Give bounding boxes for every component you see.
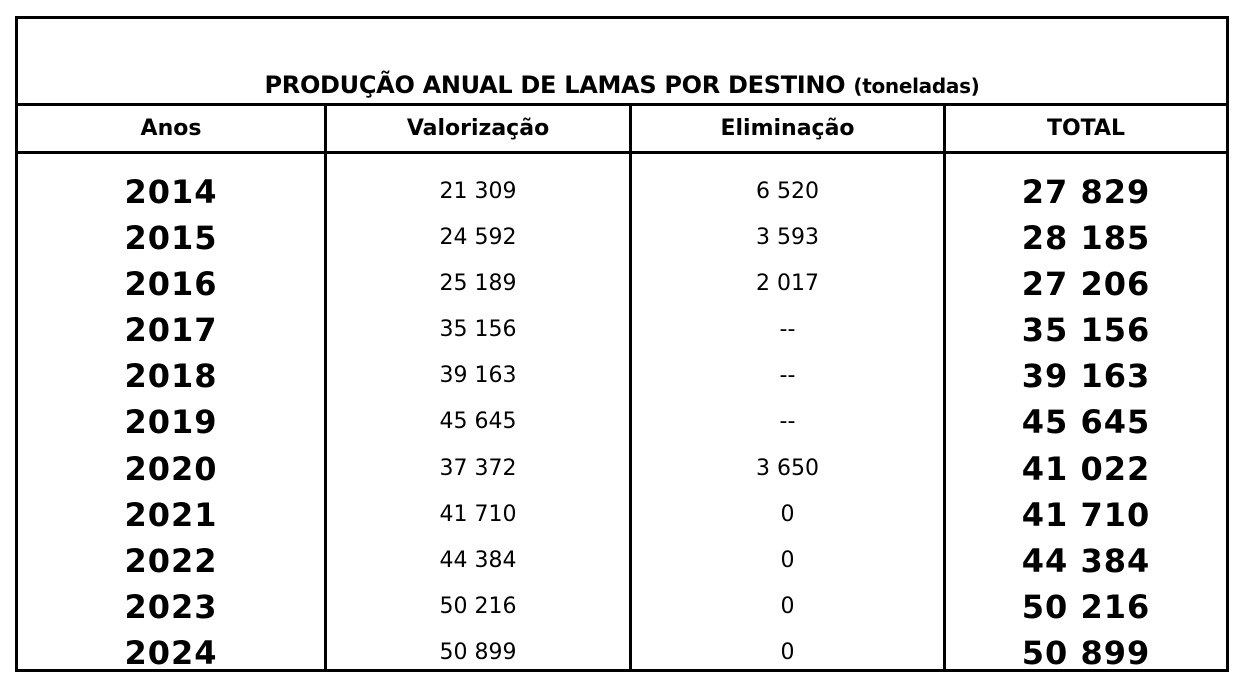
year-cell: 2014 <box>124 173 218 211</box>
total-cell: 50 216 <box>1021 587 1151 626</box>
valorizacao-cell: 37 372 <box>439 455 517 481</box>
year-cell: 2020 <box>124 449 218 488</box>
year-cell: 2022 <box>124 541 218 580</box>
valorizacao-cell: 50 216 <box>439 593 517 619</box>
table-row <box>18 353 1226 399</box>
table-row <box>18 307 1226 353</box>
table-row <box>18 399 1226 445</box>
year-cell: 2017 <box>124 311 218 350</box>
eliminacao-cell: 0 <box>780 593 795 619</box>
year-cell: 2018 <box>124 357 218 396</box>
total-cell: 35 156 <box>1021 311 1151 350</box>
header-valorizacao: Valorização <box>406 116 550 141</box>
valorizacao-cell: 25 189 <box>439 271 517 297</box>
header-anos: Anos <box>140 116 202 141</box>
title-row <box>18 19 1226 106</box>
table-row <box>18 538 1226 584</box>
table-title <box>18 71 1226 99</box>
valorizacao-cell: 44 384 <box>439 547 517 573</box>
eliminacao-cell: 0 <box>780 639 795 665</box>
total-cell: 27 206 <box>1021 265 1151 304</box>
header-eliminacao: Eliminação <box>720 116 855 141</box>
total-cell: 45 645 <box>1021 403 1151 442</box>
valorizacao-cell: 45 645 <box>439 409 517 435</box>
year-cell: 2024 <box>124 633 218 672</box>
total-cell: 28 185 <box>1021 219 1151 258</box>
table-frame <box>15 16 1229 672</box>
table-row <box>18 446 1226 492</box>
header-total: TOTAL <box>1046 116 1126 141</box>
table-row <box>18 584 1226 630</box>
total-cell: 39 163 <box>1021 357 1151 396</box>
table-title-text: PRODUÇÃO ANUAL DE LAMAS POR DESTINO <box>264 71 846 99</box>
valorizacao-cell: 35 156 <box>439 317 517 343</box>
table-row <box>18 630 1226 676</box>
valorizacao-cell: 39 163 <box>439 363 517 389</box>
table-row <box>18 492 1226 538</box>
year-cell: 2021 <box>124 495 218 534</box>
total-cell: 50 899 <box>1021 633 1151 672</box>
eliminacao-cell: -- <box>779 409 796 435</box>
eliminacao-cell: 6 520 <box>756 179 819 204</box>
table-row <box>18 169 1226 215</box>
year-cell: 2019 <box>124 403 218 442</box>
valorizacao-cell: 50 899 <box>439 639 517 665</box>
eliminacao-cell: 3 593 <box>756 225 819 251</box>
eliminacao-cell: -- <box>779 363 796 389</box>
eliminacao-cell: 3 650 <box>756 455 819 481</box>
year-cell: 2016 <box>124 265 218 304</box>
eliminacao-cell: 0 <box>780 547 795 573</box>
year-cell: 2015 <box>124 219 218 258</box>
table-row <box>18 261 1226 307</box>
table-title-unit: (toneladas) <box>853 74 980 98</box>
valorizacao-cell: 21 309 <box>439 179 517 204</box>
valorizacao-cell: 41 710 <box>439 501 517 527</box>
total-cell: 27 829 <box>1021 173 1151 211</box>
eliminacao-cell: 2 017 <box>756 271 819 297</box>
eliminacao-cell: 0 <box>780 501 795 527</box>
eliminacao-cell: -- <box>779 317 796 343</box>
table-body <box>18 169 1226 676</box>
header-row <box>18 106 1226 154</box>
total-cell: 41 022 <box>1021 449 1151 488</box>
total-cell: 41 710 <box>1021 495 1151 534</box>
total-cell: 44 384 <box>1021 541 1151 580</box>
year-cell: 2023 <box>124 587 218 626</box>
valorizacao-cell: 24 592 <box>439 225 517 251</box>
table-row <box>18 215 1226 261</box>
